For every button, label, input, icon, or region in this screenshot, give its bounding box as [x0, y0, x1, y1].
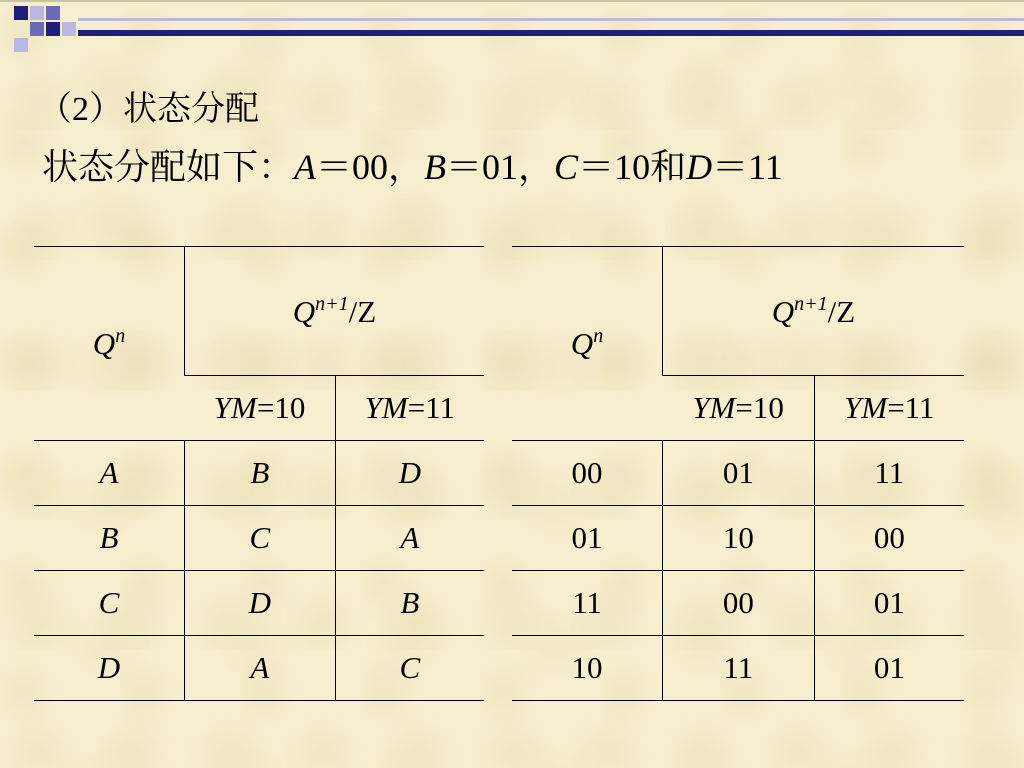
table-cell: C [185, 506, 336, 571]
next-state-header: $Q^{n+1}/Z$ [663, 247, 965, 376]
table-row [34, 441, 484, 506]
table-cell: 10 [663, 506, 815, 571]
input-column-header: YM=11 [814, 376, 964, 441]
table-cell: 01 [512, 506, 663, 571]
table-row [34, 506, 484, 571]
table-cell: B [185, 441, 336, 506]
decorative-squares-graphic [0, 0, 1024, 60]
table-cell: B [335, 571, 484, 636]
input-column-header: YM=10 [663, 376, 815, 441]
table-cell: 00 [512, 441, 663, 506]
table-row [512, 571, 964, 636]
section-heading: （2）状态分配 [38, 91, 259, 128]
table-cell: A [34, 441, 185, 506]
table-cell: 01 [814, 571, 964, 636]
table-row [512, 636, 964, 701]
table-cell: 00 [814, 506, 964, 571]
table-cell: 11 [663, 636, 815, 701]
state-c-label: C [554, 147, 579, 187]
assignment-prefix: 状态分配如下： [42, 147, 295, 187]
next-state-header: $Q^{n+1}/Z$ [185, 247, 485, 376]
table-cell: 01 [814, 636, 964, 701]
present-state-header: $Q^n$ [34, 247, 185, 441]
state-a-label: A [294, 147, 317, 187]
table-cell: 01 [663, 441, 815, 506]
table-cell: 00 [663, 571, 815, 636]
table-cell: B [34, 506, 185, 571]
table-cell: D [185, 571, 336, 636]
table-cell: D [335, 441, 484, 506]
table-cell: A [335, 506, 484, 571]
table-row [34, 636, 484, 701]
state-b-label: B [424, 147, 447, 187]
corner-decoration [0, 0, 1024, 60]
table-cell: 10 [512, 636, 663, 701]
table-cell: C [335, 636, 484, 701]
state-d-label: D [686, 147, 713, 187]
table-cell: C [34, 571, 185, 636]
state-c-code: ＝10和 [578, 147, 687, 187]
coded-state-table [512, 246, 964, 701]
table-row [512, 441, 964, 506]
table-cell: 11 [512, 571, 663, 636]
state-d-code: ＝11 [712, 147, 783, 187]
table-cell: 11 [814, 441, 964, 506]
state-assignment-line [42, 144, 783, 190]
table-cell: A [185, 636, 336, 701]
table-cell: D [34, 636, 185, 701]
input-column-header: YM=10 [185, 376, 336, 441]
state-a-code: ＝00， [316, 147, 425, 187]
input-column-header: YM=11 [335, 376, 484, 441]
table-row [34, 571, 484, 636]
present-state-header: $Q^n$ [512, 247, 663, 441]
symbolic-state-table [34, 246, 484, 701]
table-row [512, 506, 964, 571]
state-b-code: ＝01， [446, 147, 555, 187]
